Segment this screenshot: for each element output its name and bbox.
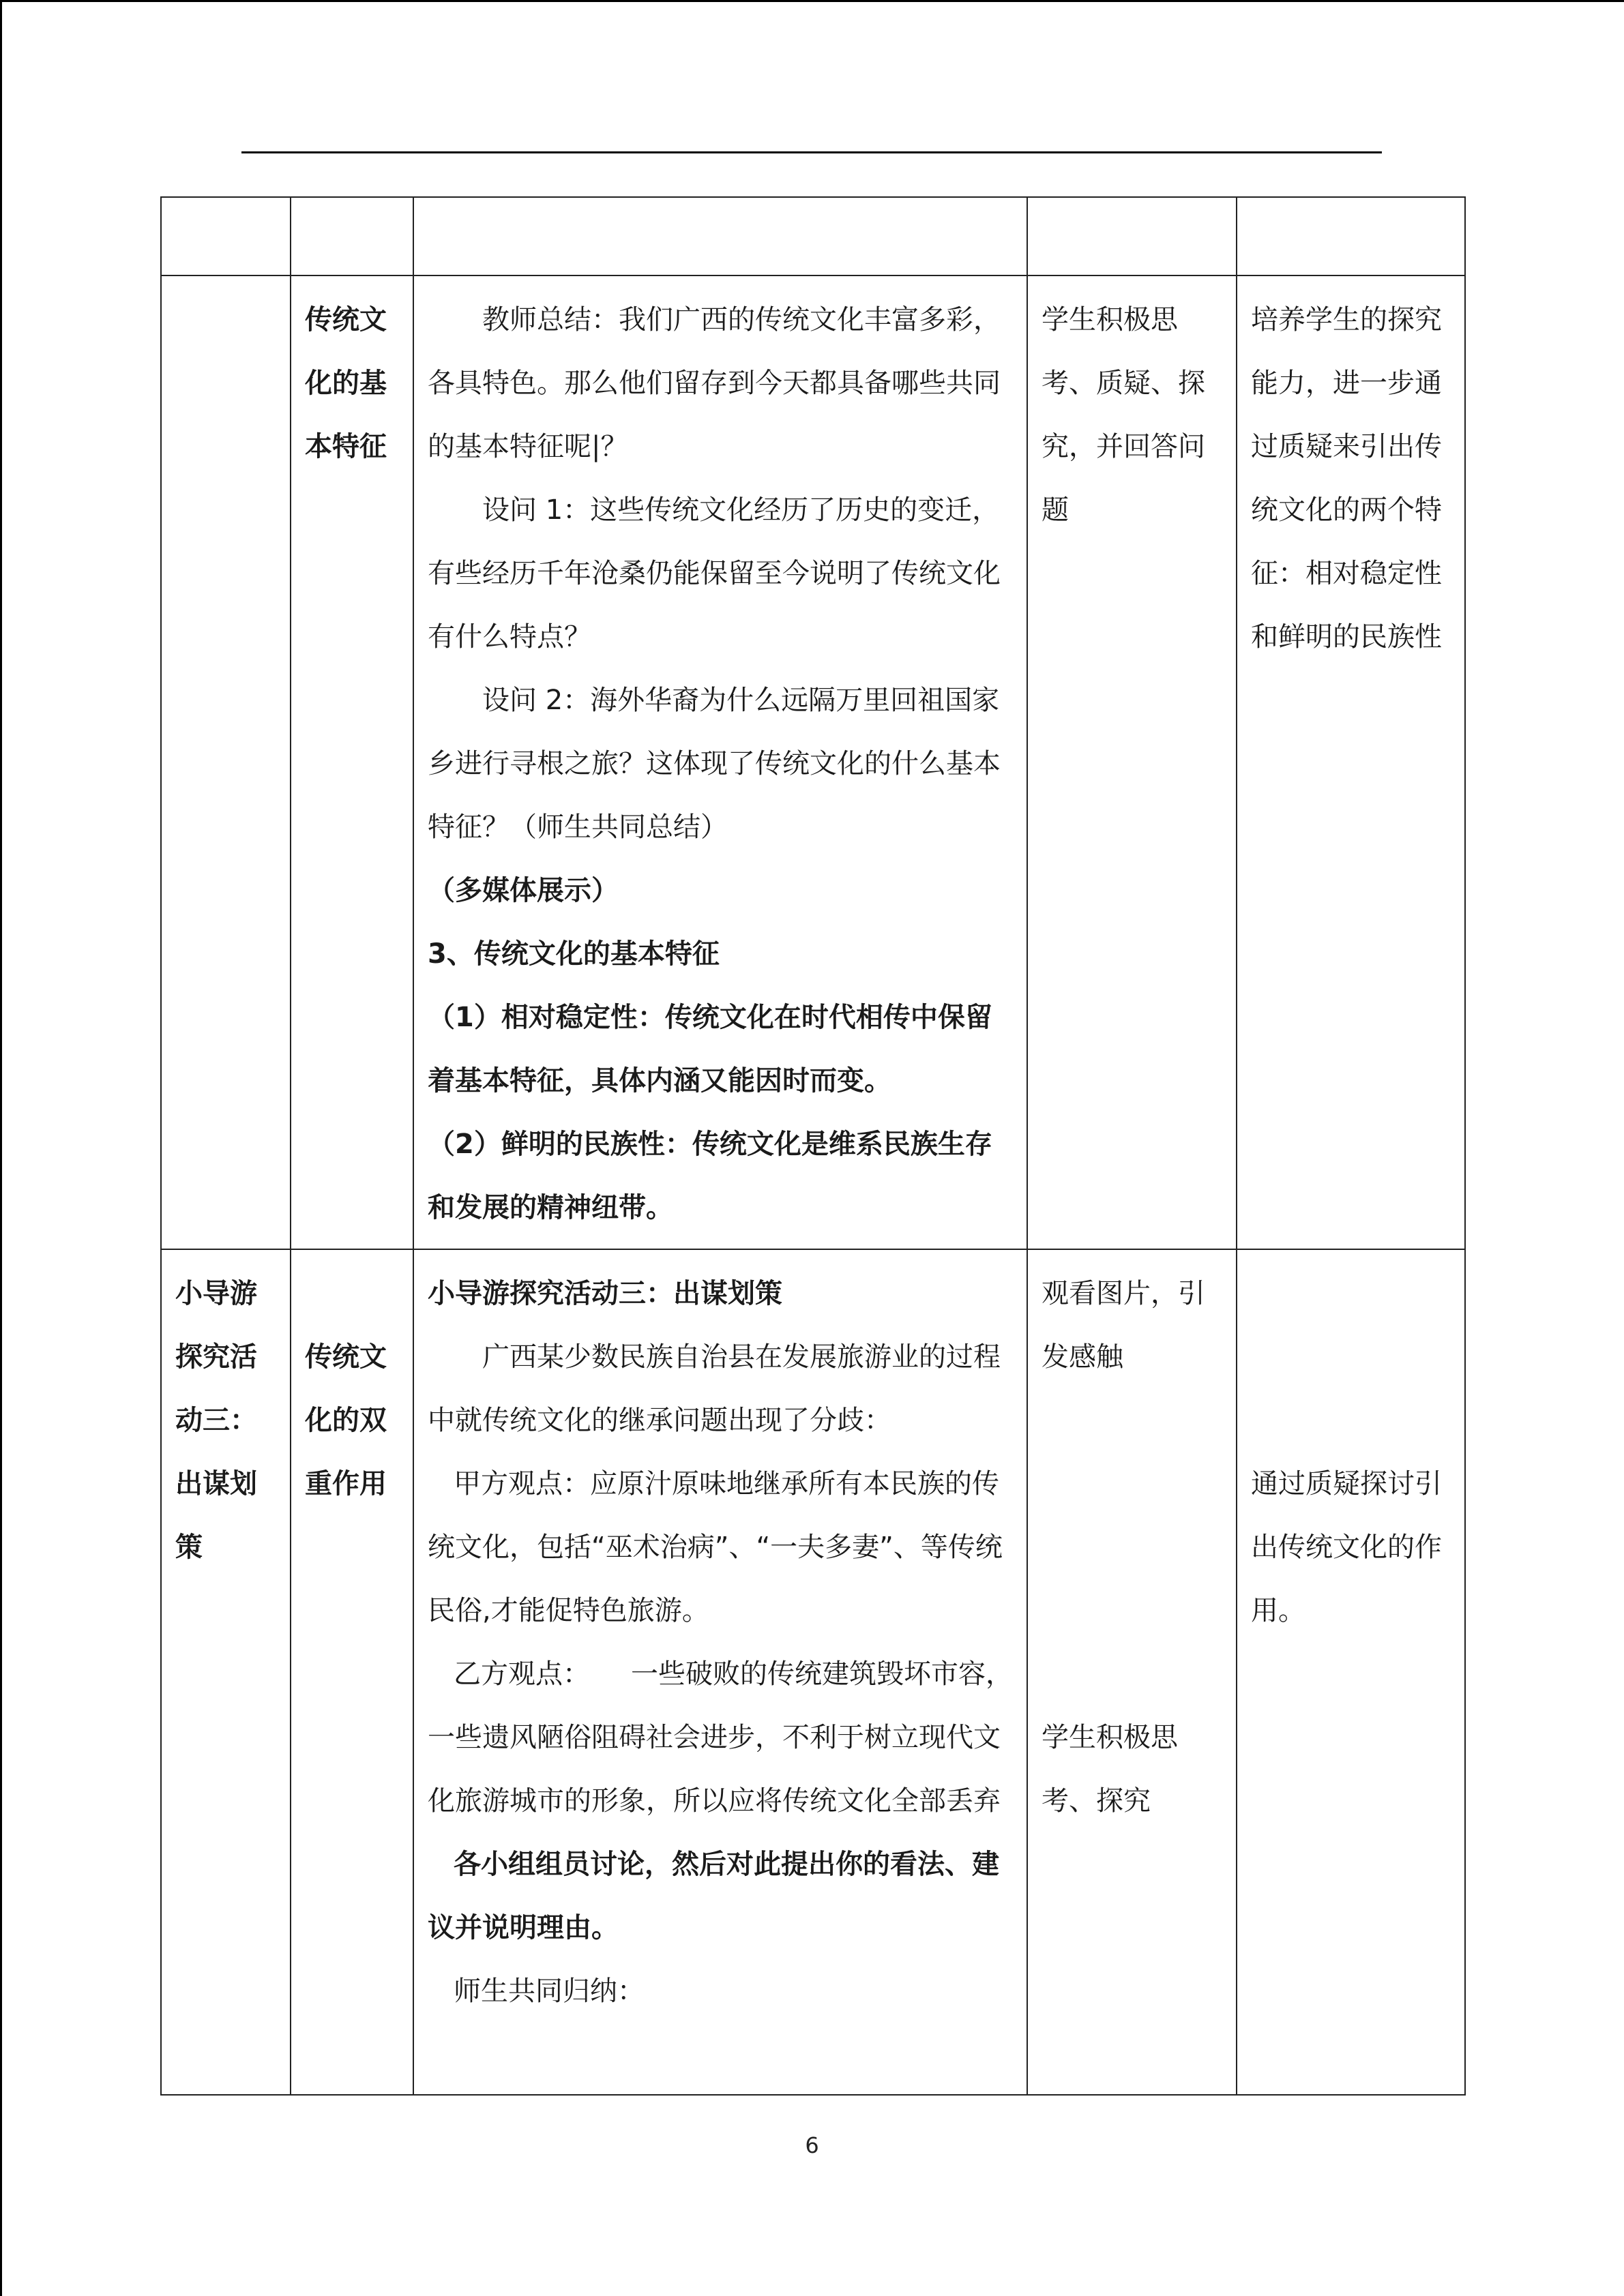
header-cell-stage (161, 197, 291, 275)
student-activity-cell (1027, 1249, 1237, 2095)
question-1: 设问 1：这些传统文化经历了历史的变迁，有些经历千年沧桑仍能保留至今说明了传统文化有什么特点？ (428, 494, 1001, 653)
design-purpose-cell (1237, 275, 1465, 1249)
design-purpose-text: 培养学生的探究能力，进一步通过质疑来引出传统文化的两个特征：相对稳定性和鲜明的民族性 (1251, 304, 1442, 653)
discussion-task: 各小组组员讨论，然后对此提出你的看法、建议并说明理由。 (428, 1849, 999, 1943)
stage-cell (161, 275, 291, 1249)
activity-title: 小导游探究活动三：出谋划策 (428, 1278, 782, 1309)
view-b-text: 乙方观点： 一些破败的传统建筑毁坏市容，一些遗风陋俗阻碍社会进步，不利于树立现代文化旅游城市的形象，所以应将传统文化全部丢弃 (428, 1658, 1013, 1817)
design-purpose-cell (1237, 1249, 1465, 2095)
table-row (161, 1249, 1465, 2095)
question-2: 设问 2：海外华裔为什么远隔万里回祖国家乡进行寻根之旅？这体现了传统文化的什么基本特征？（师生共同总结） (428, 685, 1001, 843)
activity-stage-text: 小导游探究活动三：出谋划策 (175, 1278, 257, 1563)
header-cell-content (413, 197, 1027, 275)
header-cell-purpose (1237, 197, 1465, 275)
page-left-edge (0, 0, 2, 2296)
table-header-row (161, 197, 1465, 275)
header-cell-student (1027, 197, 1237, 275)
content-cell (413, 1249, 1027, 2095)
student-activity-text: 学生积极思考、质疑、探究，并回答问题 (1042, 304, 1205, 526)
header-rule (241, 151, 1382, 153)
scenario-text: 广西某少数民族自治县在发展旅游业的过程中就传统文化的继承问题出现了分歧： (428, 1341, 1001, 1436)
topic-cell (291, 275, 413, 1249)
student-activity-text-2: 学生积极思考、探究 (1042, 1722, 1178, 1817)
design-purpose-text: 通过质疑探讨引出传统文化的作用。 (1251, 1468, 1442, 1626)
stage-cell (161, 1249, 291, 2095)
topic-text: 传统文化的双重作用 (305, 1341, 387, 1500)
page-top-edge (0, 0, 1624, 2)
content-cell (413, 275, 1027, 1249)
view-a-text: 甲方观点：应原汁原味地继承所有本民族的传统文化，包括“巫术治病”、“一夫多妻”、等传统民俗,才能促特色旅游。 (428, 1468, 1003, 1626)
teacher-summary: 教师总结：我们广西的传统文化丰富多彩，各具特色。那么他们留存到今天都具备哪些共同的基本特征呢|？ (428, 304, 1001, 462)
header-cell-topic (291, 197, 413, 275)
multimedia-note: （多媒体展示） (428, 875, 619, 906)
page-number: 6 (805, 2132, 819, 2158)
summary-text: 师生共同归纳： (454, 1976, 645, 2007)
feature-point-2: （2）鲜明的民族性：传统文化是维系民族生存和发展的精神纽带。 (428, 1129, 992, 1223)
table-row (161, 275, 1465, 1249)
topic-text: 传统文化的基本特征 (305, 304, 387, 462)
section-heading: 3、传统文化的基本特征 (428, 938, 720, 970)
feature-point-1: （1）相对稳定性：传统文化在时代相传中保留着基本特征，具体内涵又能因时而变。 (428, 1002, 992, 1097)
topic-cell (291, 1249, 413, 2095)
lesson-plan-table (160, 196, 1466, 2096)
student-activity-cell (1027, 275, 1237, 1249)
student-activity-text-1: 观看图片，引发感触 (1042, 1278, 1205, 1373)
